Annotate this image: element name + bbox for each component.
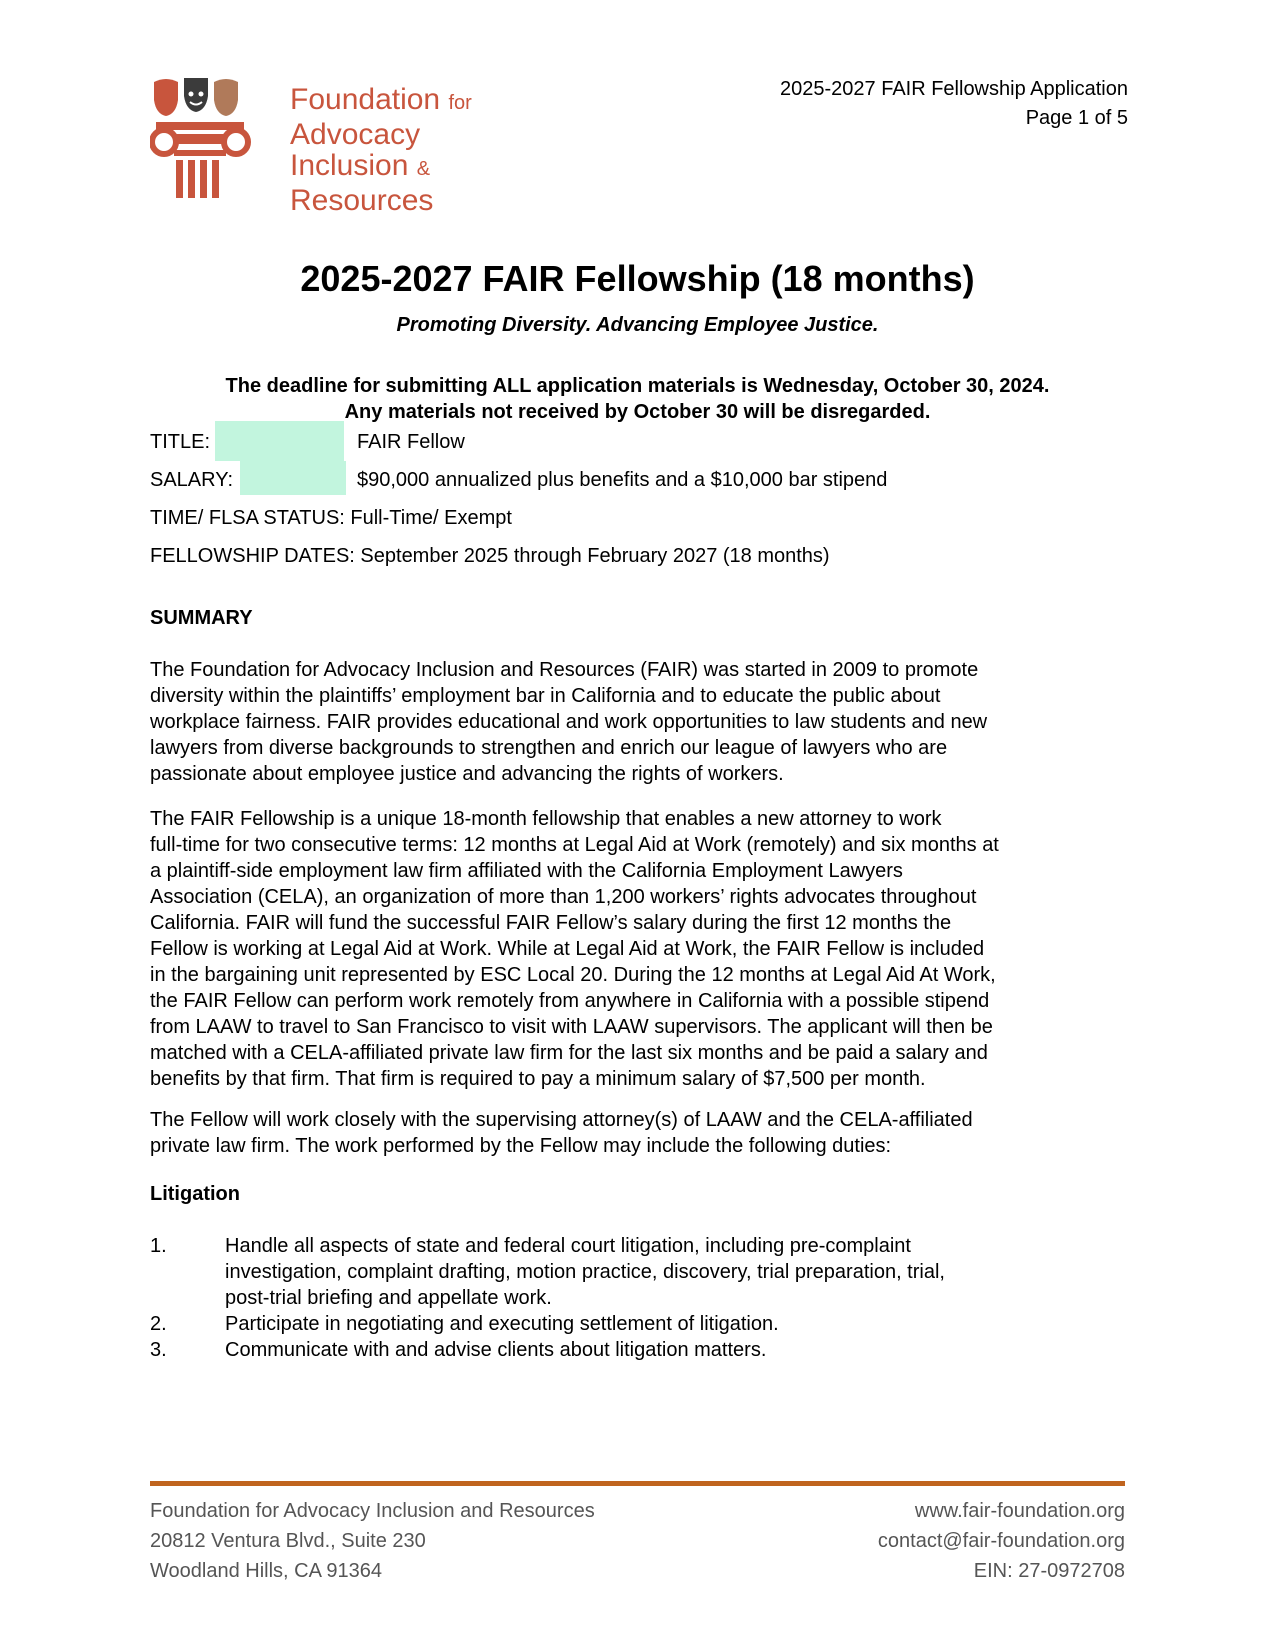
logo-word-inclusion: Inclusion — [290, 149, 409, 182]
paragraph-line: Association (CELA), an organization of more than 1,200 workers’ rights advocates throughout — [150, 886, 977, 908]
footer-address — [150, 1496, 595, 1586]
logo-ampersand: & — [416, 158, 431, 180]
paragraph-line: workplace fairness. FAIR provides educational and work opportunities to law students and new — [150, 711, 988, 733]
paragraph-line: full-time for two consecutive terms: 12 months at Legal Aid at Work (remotely) and six months at — [150, 834, 999, 856]
paragraph-line: from LAAW to travel to San Francisco to visit with LAAW supervisors. The applicant will then be — [150, 1016, 993, 1038]
summary-paragraph-2 — [150, 806, 1135, 1092]
field-title — [150, 431, 465, 454]
field-fellowship-dates: FELLOWSHIP DATES: September 2025 through February 2027 (18 months) — [150, 545, 830, 567]
footer-email-link[interactable]: contact@fair-foundation.org — [877, 1530, 1125, 1552]
footer-street: 20812 Ventura Blvd., Suite 230 — [150, 1530, 426, 1552]
list-item — [150, 1311, 1135, 1337]
list-item-text: investigation, complaint drafting, motion practice, discovery, trial preparation, trial, — [225, 1261, 945, 1283]
deadline-notice — [0, 373, 1275, 425]
logo-word-resources: Resources — [290, 184, 434, 217]
paragraph-line: lawyers from diverse backgrounds to strengthen and enrich our league of lawyers who are — [150, 737, 948, 759]
deadline-line-1: The deadline for submitting ALL application materials is Wednesday, October 30, 2024. — [225, 375, 1050, 397]
header-page-number: Page 1 of 5 — [1025, 107, 1128, 129]
list-item — [150, 1233, 1135, 1311]
paragraph-line: The Fellow will work closely with the supervising attorney(s) of LAAW and the CELA-affiliated — [150, 1109, 973, 1131]
field-salary-value: $90,000 annualized plus benefits and a $10,000 bar stipend — [357, 469, 888, 491]
paragraph-line: a plaintiff-side employment law firm affiliated with the California Employment Lawyers — [150, 860, 903, 882]
page-title: 2025-2027 FAIR Fellowship (18 months) — [300, 258, 975, 299]
paragraph-line: California. FAIR will fund the successful FAIR Fellow’s salary during the first 12 months the — [150, 912, 952, 934]
paragraph-line: benefits by that firm. That firm is required to pay a minimum salary of $7,500 per month. — [150, 1068, 926, 1090]
logo-word-advocacy: Advocacy — [290, 118, 421, 151]
list-item-text: post-trial briefing and appellate work. — [225, 1287, 552, 1309]
paragraph-line: The Foundation for Advocacy Inclusion and Resources (FAIR) was started in 2009 to promote — [150, 659, 979, 681]
paragraph-line: The FAIR Fellowship is a unique 18-month fellowship that enables a new attorney to work — [150, 808, 942, 830]
summary-paragraph-3 — [150, 1107, 1135, 1159]
list-item-text: Communicate with and advise clients about litigation matters. — [225, 1339, 767, 1361]
fair-logo-text — [290, 84, 472, 216]
paragraph-line: matched with a CELA-affiliated private law firm for the last six months and be paid a salary and — [150, 1042, 988, 1064]
summary-paragraph-1 — [150, 657, 1135, 787]
redaction-box — [215, 421, 344, 461]
field-salary-label: SALARY: — [150, 469, 234, 491]
footer-website-link[interactable]: www.fair-foundation.org — [914, 1500, 1125, 1522]
footer-ein: EIN: 27-0972708 — [973, 1560, 1125, 1582]
page-header — [780, 75, 1128, 133]
litigation-duties-list — [150, 1233, 1135, 1363]
paragraph-line: Fellow is working at Legal Aid at Work. While at Legal Aid at Work, the FAIR Fellow is included — [150, 938, 985, 960]
list-item-text: Participate in negotiating and executing settlement of litigation. — [225, 1313, 779, 1335]
list-item-number: 2. — [150, 1313, 167, 1335]
footer-contact — [878, 1496, 1125, 1586]
deadline-line-2: Any materials not received by October 30 will be disregarded. — [344, 401, 931, 423]
list-item-number: 3. — [150, 1339, 167, 1361]
column-masks-icon — [150, 78, 270, 208]
footer-divider — [150, 1481, 1125, 1486]
logo-word-foundation: Foundation — [290, 83, 441, 116]
paragraph-line: the FAIR Fellow can perform work remotely from anywhere in California with a possible stipend — [150, 990, 990, 1012]
paragraph-line: passionate about employee justice and advancing the rights of workers. — [150, 763, 784, 785]
field-time-status: TIME/ FLSA STATUS: Full-Time/ Exempt — [150, 507, 512, 529]
paragraph-line: diversity within the plaintiffs’ employment bar in California and to educate the public about — [150, 685, 941, 707]
redaction-box — [240, 461, 346, 495]
footer-org-name: Foundation for Advocacy Inclusion and Resources — [150, 1500, 595, 1522]
field-salary — [150, 469, 888, 492]
field-title-label: TITLE: — [150, 431, 211, 453]
litigation-heading: Litigation — [150, 1183, 240, 1205]
logo-word-for: for — [448, 92, 472, 114]
paragraph-line: private law firm. The work performed by the Fellow may include the following duties: — [150, 1135, 892, 1157]
paragraph-line: in the bargaining unit represented by ESC Local 20. During the 12 months at Legal Aid At Work, — [150, 964, 996, 986]
header-doc-title: 2025-2027 FAIR Fellowship Application — [780, 78, 1128, 100]
summary-heading: SUMMARY — [150, 607, 253, 629]
field-title-value: FAIR Fellow — [357, 431, 465, 453]
footer-city: Woodland Hills, CA 91364 — [150, 1560, 382, 1582]
page-subtitle: Promoting Diversity. Advancing Employee Justice. — [396, 314, 879, 336]
list-item-text: Handle all aspects of state and federal court litigation, including pre-complaint — [225, 1235, 911, 1257]
list-item — [150, 1337, 1135, 1363]
fair-logo-mark — [150, 78, 270, 208]
list-item-number: 1. — [150, 1235, 167, 1257]
